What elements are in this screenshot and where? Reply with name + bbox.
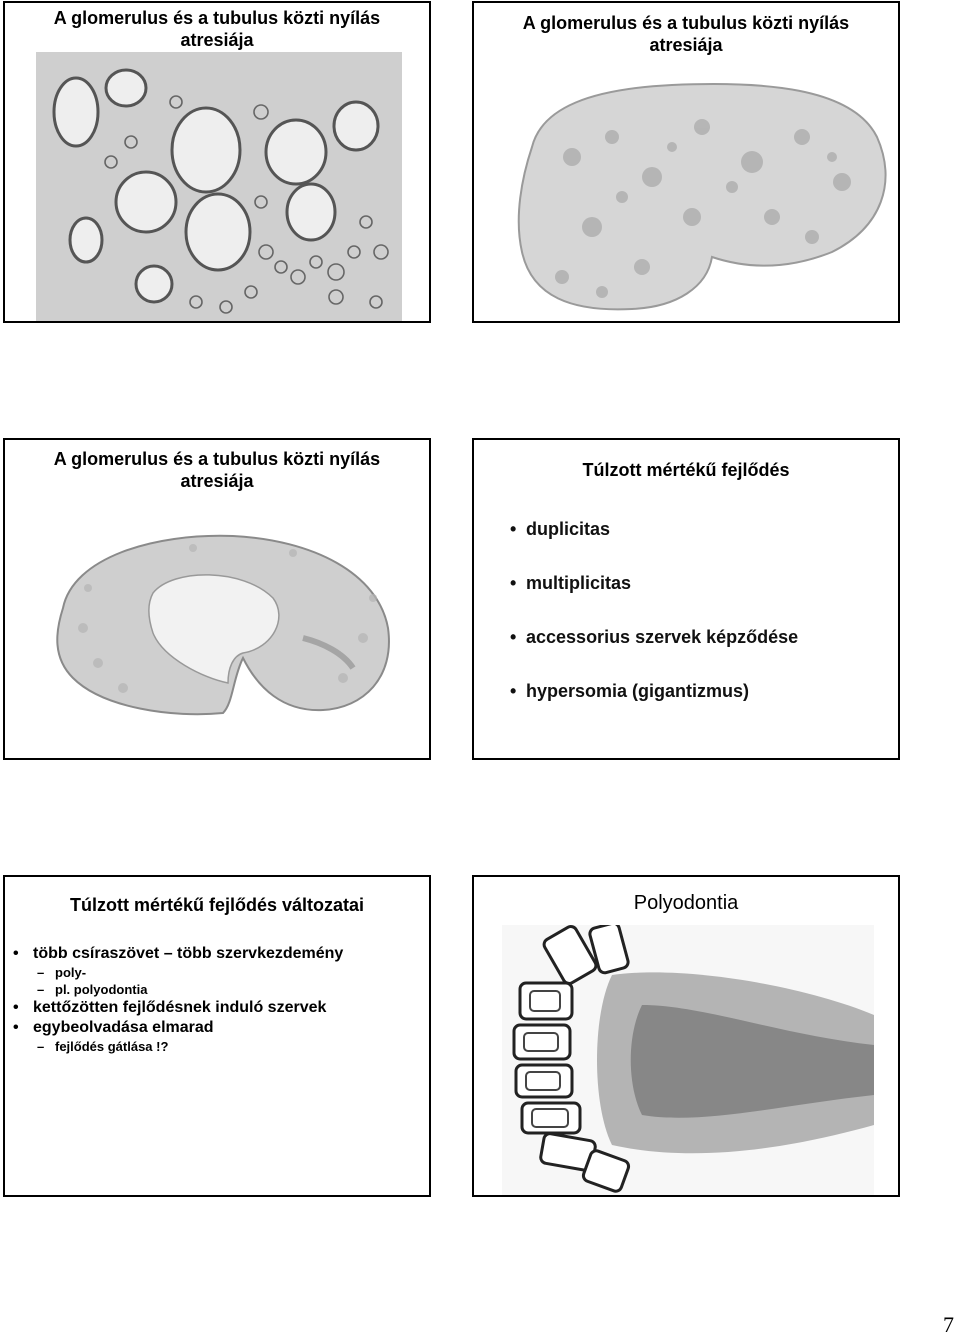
slide-title: A glomerulus és a tubulus közti nyílás atresiája <box>522 13 850 55</box>
list-item: • hypersomia (gigantizmus) <box>506 681 798 702</box>
page-number: 7 <box>943 1312 954 1337</box>
slide-4 <box>472 438 900 760</box>
slide-title: A glomerulus és a tubulus közti nyílás atresiája <box>53 449 381 491</box>
bullet-list <box>5 944 429 1055</box>
list-item: • accessorius szervek képződése <box>506 627 798 648</box>
slide-title: Túlzott mértékű fejlődés <box>582 460 790 480</box>
teeth-jaw-drawing-image <box>502 925 874 1195</box>
slide-title: Túlzott mértékű fejlődés változatai <box>69 895 365 915</box>
bullet-list <box>506 519 798 735</box>
histology-micrograph-image <box>36 52 402 323</box>
list-subitem: – fejlődés gátlása !? <box>5 1038 429 1055</box>
slide-2 <box>472 1 900 323</box>
list-subitem: – pl. polyodontia <box>5 981 429 998</box>
slide-3 <box>3 438 431 760</box>
list-item-continuation: • egybeolvadása elmarad <box>5 1018 429 1038</box>
slide-5 <box>3 875 431 1197</box>
list-item: • duplicitas <box>506 519 798 540</box>
slide-title: Polyodontia <box>633 892 739 914</box>
slide-title: A glomerulus és a tubulus közti nyílás atresiája <box>53 8 381 50</box>
list-item: • kettőzötten fejlődésnek induló szervek <box>5 998 429 1018</box>
slide-1 <box>3 1 431 323</box>
list-item: • több csíraszövet – több szervkezdemény <box>5 944 429 964</box>
list-item: • multiplicitas <box>506 573 798 594</box>
slide-6 <box>472 875 900 1197</box>
list-subitem: – poly- <box>5 964 429 981</box>
polycystic-kidney-image <box>502 67 892 317</box>
kidney-cross-section-image <box>43 528 393 718</box>
